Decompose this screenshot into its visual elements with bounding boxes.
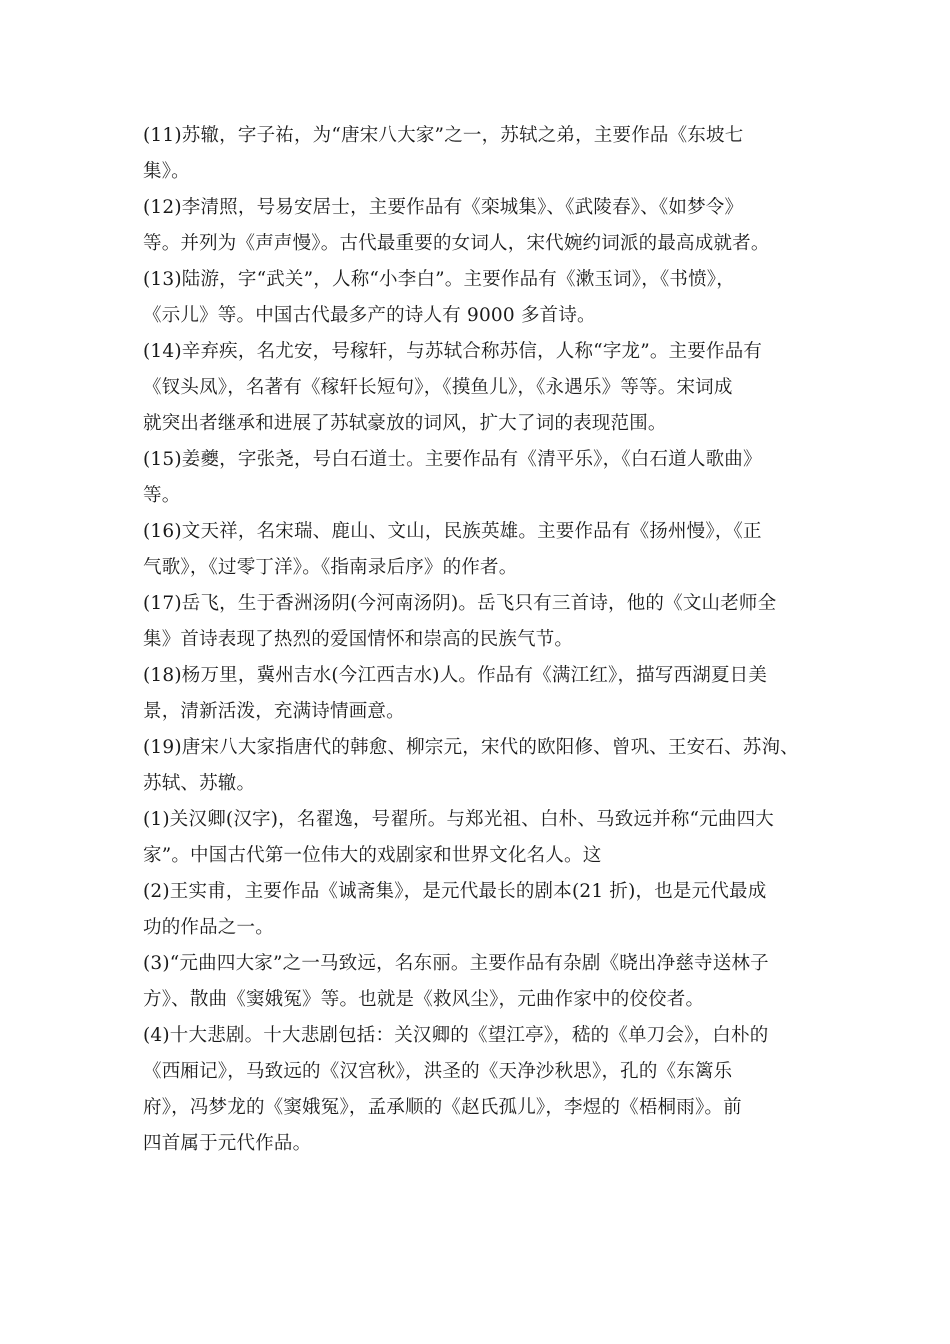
text-line: (4)十大悲剧。十大悲剧包括：关汉卿的《望江亭》，嵇的《单刀会》，白朴的: [143, 1025, 769, 1046]
text-line: (3)“元曲四大家”之一马致远，名东丽。主要作品有杂剧《晓出净慈寺送林子: [143, 953, 769, 974]
text-line: 《钗头凤》，名著有《稼轩长短句》，《摸鱼儿》，《永遇乐》等等。宋词成: [143, 377, 733, 398]
text-line: 《示儿》等。中国古代最多产的诗人有 9000 多首诗。: [143, 305, 596, 326]
text-line: (19)唐宋八大家指唐代的韩愈、柳宗元，宋代的欧阳修、曾巩、王安石、苏洵、: [143, 737, 799, 758]
text-line: 四首属于元代作品。: [143, 1133, 312, 1154]
text-line: 方》、散曲《窦娥冤》等。也就是《救风尘》，元曲作家中的佼佼者。: [143, 989, 705, 1010]
text-line: (1)关汉卿(汉字)，名翟逸，号翟所。与郑光祖、白朴、马致远并称“元曲四大: [143, 809, 775, 830]
text-line: (12)李清照，号易安居士，主要作品有《栾城集》、《武陵春》、《如梦令》: [143, 197, 744, 218]
text-line: 景，清新活泼，充满诗情画意。: [143, 701, 405, 722]
document-body: [143, 118, 813, 1162]
text-line: (15)姜夔，字张尧，号白石道士。主要作品有《清平乐》，《白石道人歌曲》: [143, 449, 762, 470]
text-line: 气歌》，《过零丁洋》。《指南录后序》的作者。: [143, 557, 518, 578]
text-line: (13)陆游，字“武关”，人称“小李白”。主要作品有《漱玉词》，《书愤》，: [143, 269, 735, 290]
text-line: 府》，冯梦龙的《窦娥冤》，孟承顺的《赵氏孤儿》，李煜的《梧桐雨》。前: [143, 1097, 742, 1118]
text-line: 《西厢记》，马致远的《汉宫秋》，洪圣的《天净沙秋思》，孔的《东篱乐: [143, 1061, 733, 1082]
text-line: 功的作品之一。: [143, 917, 274, 938]
text-line: (11)苏辙，字子祐，为“唐宋八大家”之一，苏轼之弟，主要作品《东坡七: [143, 125, 744, 146]
text-line: (16)文天祥，名宋瑞、鹿山、文山，民族英雄。主要作品有《扬州慢》，《正: [143, 521, 762, 542]
text-line: (17)岳飞，生于香洲汤阴(今河南汤阴)。岳飞只有三首诗，他的《文山老师全: [143, 593, 777, 614]
text-line: (14)辛弃疾，名尤安，号稼轩，与苏轼合称苏信，人称“字龙”。主要作品有: [143, 341, 763, 362]
text-line: 苏轼、苏辙。: [143, 773, 256, 794]
text-line: 等。并列为《声声慢》。古代最重要的女词人，宋代婉约词派的最高成就者。: [143, 233, 770, 254]
text-line: (2)王实甫，主要作品《诚斋集》，是元代最长的剧本(21 折)，也是元代最成: [143, 881, 767, 902]
text-line: 家”。中国古代第一位伟大的戏剧家和世界文化名人。这: [143, 845, 602, 866]
text-line: (18)杨万里，冀州吉水(今江西吉水)人。作品有《满江红》，描写西湖夏日美: [143, 665, 768, 686]
text-line: 就突出者继承和进展了苏轼豪放的词风，扩大了词的表现范围。: [143, 413, 667, 434]
text-line: 集》首诗表现了热烈的爱国情怀和崇高的民族气节。: [143, 629, 574, 650]
text-line: 等。: [143, 485, 181, 506]
text-line: 集》。: [143, 161, 190, 182]
